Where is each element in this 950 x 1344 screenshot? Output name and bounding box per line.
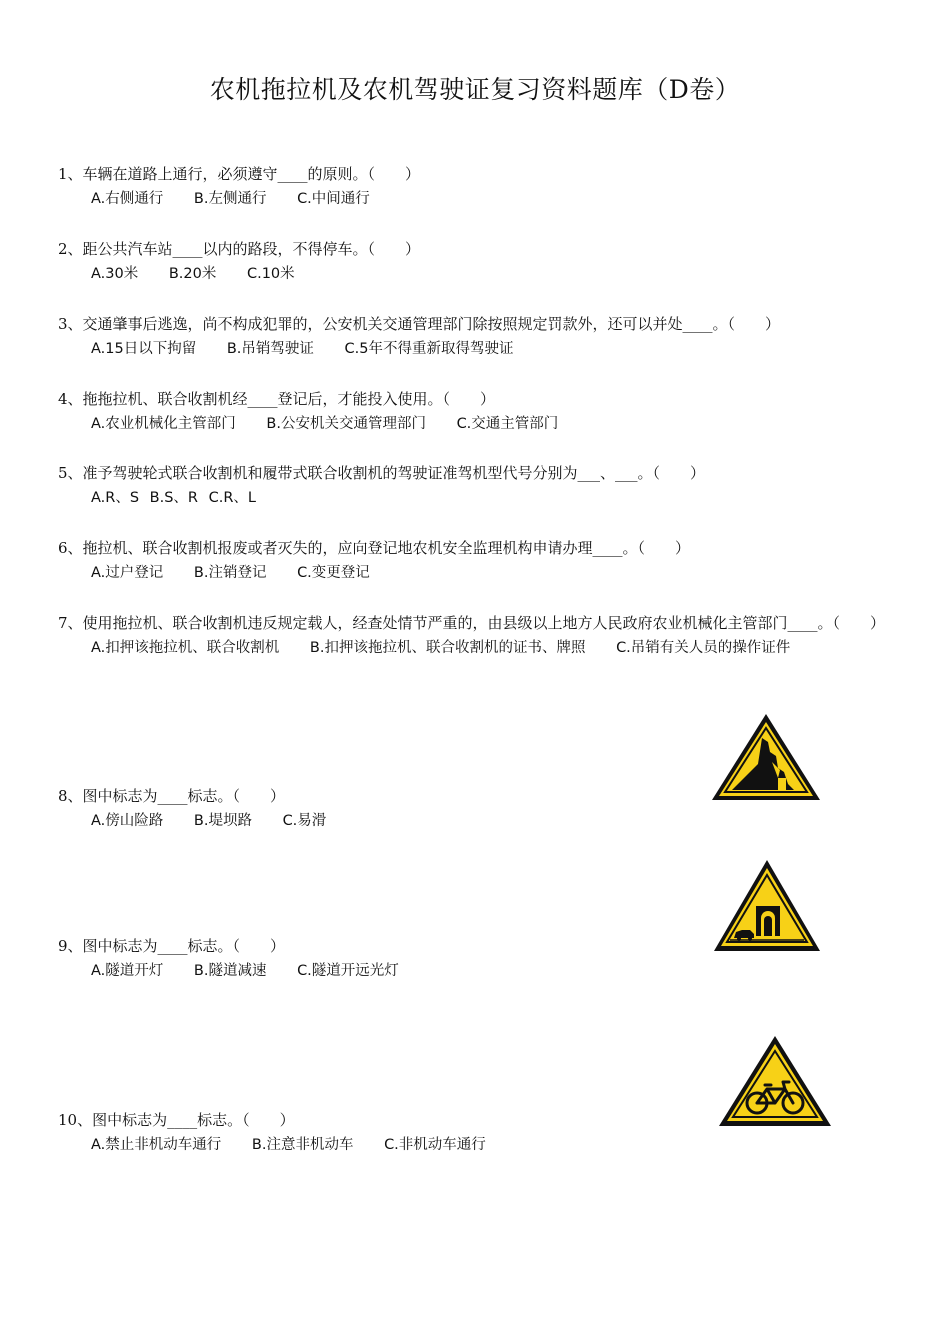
question-stem: 9、图中标志为____标志。（ ） — [58, 937, 286, 955]
question-options — [91, 809, 898, 834]
question-options — [91, 412, 898, 437]
option-a: A.15日以下拘留 — [91, 341, 197, 357]
option-b: B.S、R — [149, 490, 199, 506]
question-options — [91, 486, 898, 511]
option-c: C.变更登记 — [297, 565, 370, 581]
option-a: A.隧道开灯 — [91, 963, 164, 979]
option-a: A.右侧通行 — [91, 191, 164, 207]
question-stem: 3、交通肇事后逃逸，尚不构成犯罪的，公安机关交通管理部门除按照规定罚款外，还可以并处____。（ ） — [58, 315, 781, 333]
question-stem: 6、拖拉机、联合收割机报废或者灭失的，应向登记地农机安全监理机构申请办理____。（ ） — [58, 539, 691, 557]
question-stem: 7、使用拖拉机、联合收割机违反规定载人，经查处情节严重的，由县级以上地方人民政府农业机械化主管部门____。（ ） — [58, 614, 886, 632]
option-c: C.5年不得重新取得驾驶证 — [344, 341, 514, 357]
question-options — [91, 1133, 898, 1158]
option-c: C.非机动车通行 — [384, 1137, 486, 1153]
option-c: C.易滑 — [282, 813, 327, 829]
page-title: 农机拖拉机及农机驾驶证复习资料题库（D卷） — [209, 75, 741, 104]
question-7 — [58, 611, 898, 661]
option-a: A.30米 — [91, 266, 139, 282]
question-stem: 1、车辆在道路上通行，必须遵守____的原则。（ ） — [58, 165, 421, 183]
option-c: C.交通主管部门 — [456, 416, 559, 432]
option-a: A.过户登记 — [91, 565, 164, 581]
option-c: C.吊销有关人员的操作证件 — [616, 640, 791, 656]
option-b: B.吊销驾驶证 — [226, 341, 314, 357]
question-stem: 4、拖拖拉机、联合收割机经____登记后，才能投入使用。（ ） — [58, 390, 496, 408]
tunnel-lights-warning-sign-icon — [712, 858, 822, 954]
option-a: A.R、S — [91, 490, 140, 506]
question-options — [91, 337, 898, 362]
option-b: B.左侧通行 — [193, 191, 267, 207]
option-a: A.扣押该拖拉机、联合收割机 — [91, 640, 280, 656]
question-stem: 5、准予驾驶轮式联合收割机和履带式联合收割机的驾驶证准驾机型代号分别为___、___。（ ） — [58, 464, 706, 482]
option-c: C.R、L — [208, 490, 257, 506]
question-stem: 2、距公共汽车站____以内的路段，不得停车。（ ） — [58, 240, 421, 258]
option-c: C.隧道开远光灯 — [297, 963, 399, 979]
question-stem: 10、图中标志为____标志。（ ） — [58, 1111, 295, 1129]
option-a: A.傍山险路 — [91, 813, 164, 829]
question-options — [91, 262, 898, 287]
bicycle-warning-sign-icon — [717, 1034, 833, 1128]
option-a: A.禁止非机动车通行 — [91, 1137, 222, 1153]
mountain-road-warning-sign-icon — [710, 712, 822, 802]
option-b: B.注销登记 — [193, 565, 267, 581]
option-b: B.扣押该拖拉机、联合收割机的证书、牌照 — [309, 640, 586, 656]
question-3 — [58, 312, 898, 362]
option-b: B.注意非机动车 — [251, 1137, 354, 1153]
option-b: B.公安机关交通管理部门 — [266, 416, 426, 432]
option-c: C.10米 — [246, 266, 295, 282]
question-4 — [58, 387, 898, 437]
question-stem: 8、图中标志为____标志。（ ） — [58, 787, 286, 805]
question-1 — [58, 162, 898, 212]
option-c: C.中间通行 — [297, 191, 370, 207]
question-2 — [58, 237, 898, 287]
question-options — [91, 187, 898, 212]
option-b: B.隧道减速 — [193, 963, 267, 979]
question-options — [91, 959, 898, 984]
question-options — [91, 636, 898, 661]
question-5 — [58, 461, 898, 511]
option-a: A.农业机械化主管部门 — [91, 416, 236, 432]
question-options — [91, 561, 898, 586]
option-b: B.20米 — [168, 266, 217, 282]
question-6 — [58, 536, 898, 586]
option-b: B.堤坝路 — [193, 813, 252, 829]
